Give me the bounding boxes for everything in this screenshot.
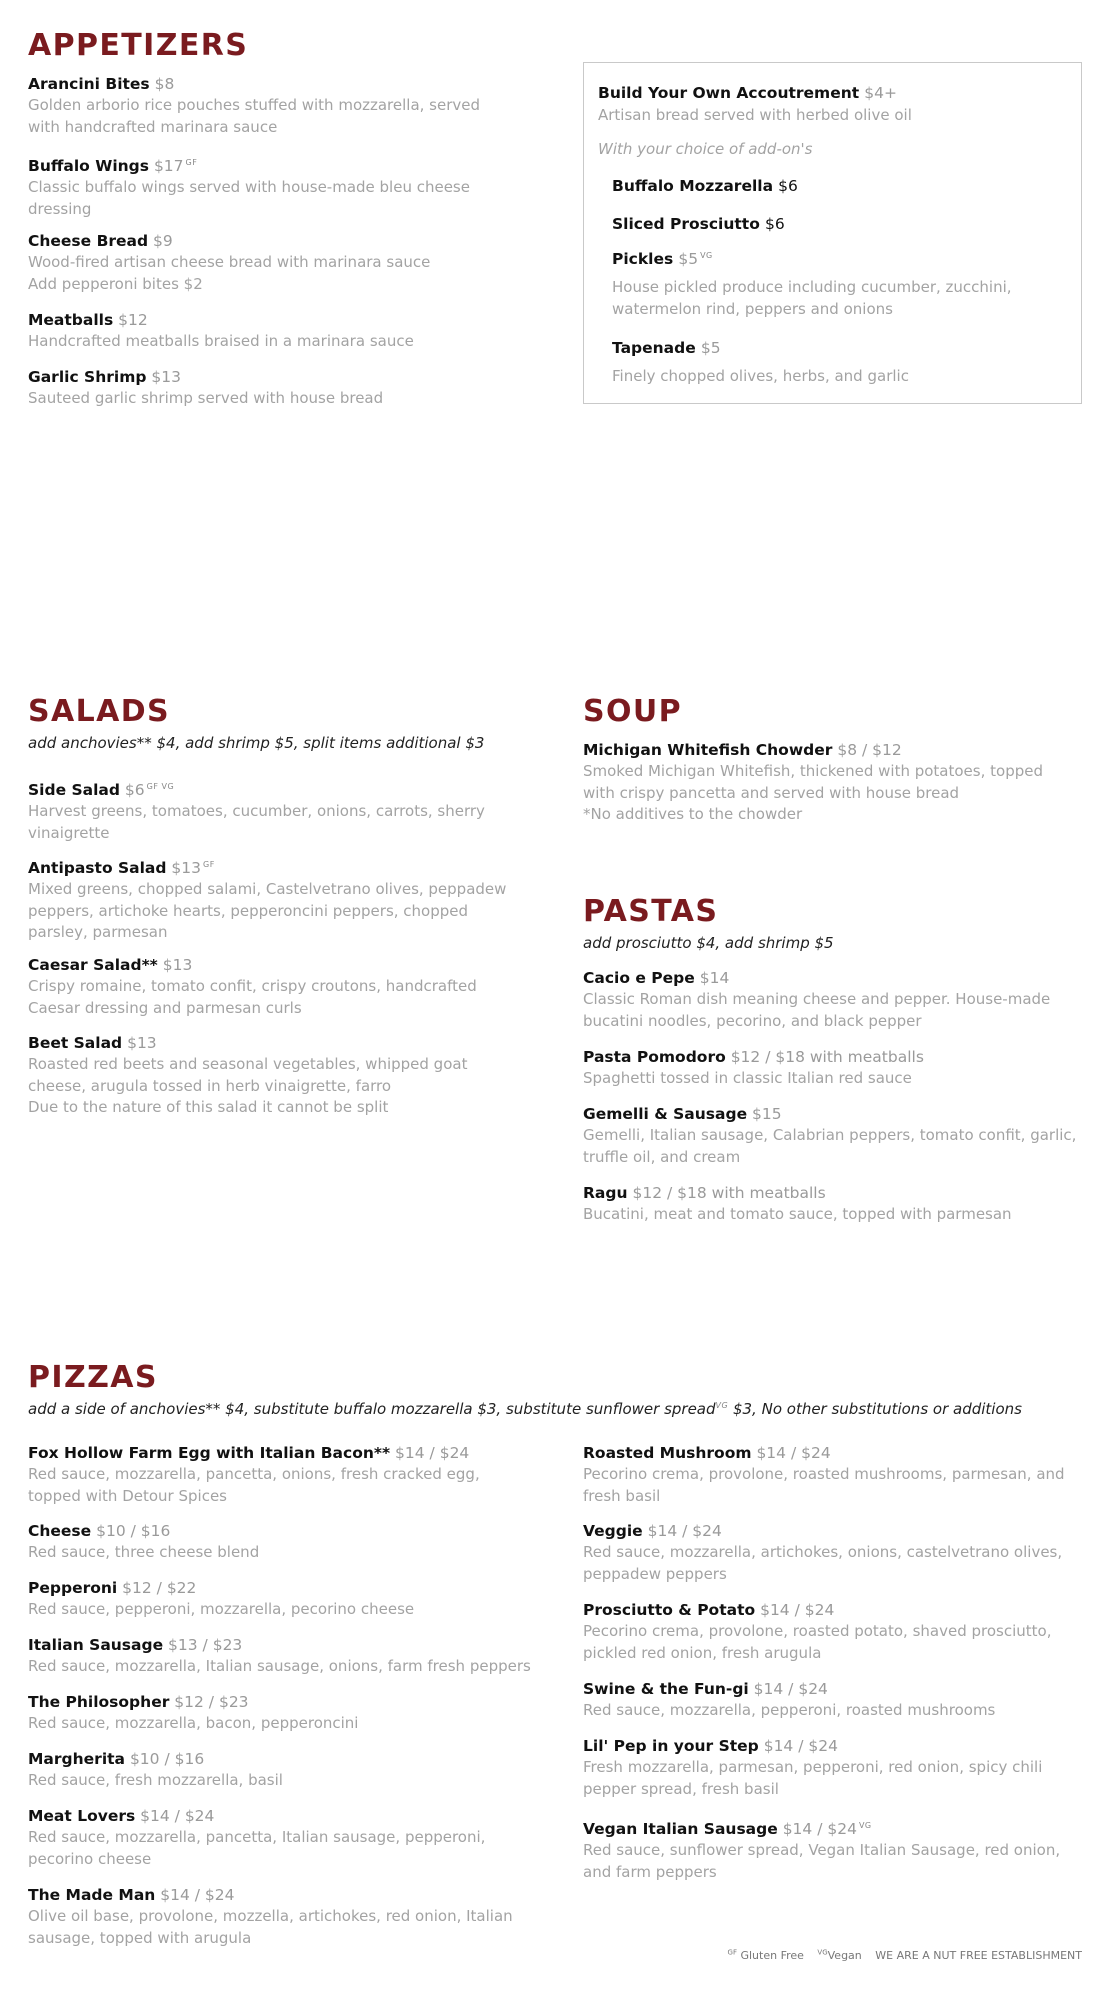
menu-item-desc-line: with handcrafted marinara sauce xyxy=(28,117,278,136)
menu-item-price: $8 xyxy=(154,75,175,93)
menu-item xyxy=(583,1183,1103,1226)
menu-item-header xyxy=(28,1521,548,1542)
menu-item-name: Cheese xyxy=(28,1522,92,1540)
menu-item xyxy=(583,1104,1103,1168)
menu-item xyxy=(28,367,548,410)
menu-item-desc-line: Red sauce, mozzarella, pepperoni, roasted mushrooms xyxy=(583,1701,996,1719)
menu-item-desc-line: Spaghetti tossed in classic Italian red sauce xyxy=(583,1069,912,1087)
menu-item-name: Veggie xyxy=(583,1522,643,1540)
menu-item-desc-line: Red sauce, mozzarella, pancetta, Italian sausage, pepperoni, xyxy=(28,1828,486,1846)
menu-item-price: $14 / $24 xyxy=(395,1444,470,1462)
menu-item-name: Pepperoni xyxy=(28,1579,118,1597)
menu-item-price: $12 / $22 xyxy=(122,1579,197,1597)
section-title-soup: SOUP xyxy=(583,694,683,729)
vegan-tag: VG xyxy=(700,250,713,260)
menu-item-header xyxy=(28,955,548,976)
menu-item xyxy=(28,310,548,353)
menu-item-header xyxy=(583,1521,1103,1542)
menu-item-header xyxy=(583,968,1103,989)
vegan-legend xyxy=(817,1949,861,1962)
menu-item-name: Buffalo Wings xyxy=(28,157,149,176)
menu-item-name: Lil' Pep in your Step xyxy=(583,1737,759,1755)
menu-item xyxy=(28,1521,548,1564)
menu-item-desc-line: bucatini noodles, pecorino, and black pepper xyxy=(583,1011,922,1030)
menu-item xyxy=(28,1749,548,1792)
menu-item-header xyxy=(28,74,548,95)
accoutrement-box xyxy=(583,62,1082,404)
menu-item-name: The Made Man xyxy=(28,1886,156,1904)
accoutrement-choice: With your choice of add-on's xyxy=(598,140,813,158)
menu-item xyxy=(28,776,548,844)
menu-item xyxy=(583,1815,1103,1883)
menu-item-price: $13 xyxy=(162,956,193,974)
menu-item-price: $15 xyxy=(752,1105,782,1123)
vg-label: Vegan xyxy=(827,1948,862,1962)
menu-item-price: $13 xyxy=(151,368,181,386)
menu-item-price: $14 / $24 xyxy=(782,1820,857,1839)
menu-item xyxy=(583,1679,1103,1722)
menu-item-desc-line: Bucatini, meat and tomato sauce, topped with parmesan xyxy=(583,1205,1012,1223)
menu-item-desc-line: Red sauce, mozzarella, Italian sausage, onions, farm fresh peppers xyxy=(28,1657,531,1675)
menu-item-desc-line: Olive oil base, provolone, mozzella, artichokes, red onion, Italian xyxy=(28,1907,513,1925)
menu-item-desc-line: Pecorino crema, provolone, roasted potato, shaved prosciutto, xyxy=(583,1622,1052,1640)
menu-item-header xyxy=(28,1885,548,1906)
menu-item xyxy=(28,1885,548,1949)
menu-item-header xyxy=(28,231,548,252)
menu-item-price: $12 / $18 with meatballs xyxy=(632,1184,826,1202)
menu-item-name: Vegan Italian Sausage xyxy=(583,1820,778,1839)
menu-item-desc-line: *No additives to the chowder xyxy=(583,805,803,823)
menu-item-name: Swine & the Fun-gi xyxy=(583,1680,749,1698)
addon-desc-line: House pickled produce including cucumber, zucchini, xyxy=(612,278,1012,296)
menu-item-desc-line: Sauteed garlic shrimp served with house bread xyxy=(28,389,384,407)
menu-item-header xyxy=(28,1749,548,1770)
pizzas-note xyxy=(28,1400,1022,1418)
menu-item xyxy=(28,1692,548,1735)
menu-item-name: Cacio e Pepe xyxy=(583,969,695,987)
menu-item-name: Margherita xyxy=(28,1750,125,1768)
menu-item-header xyxy=(583,1183,1103,1204)
accoutrement-desc: Artisan bread served with herbed olive oil xyxy=(598,106,912,124)
menu-item-desc-line: peppers, artichoke hearts, pepperoncini peppers, chopped xyxy=(28,901,469,920)
menu-item-desc-line: vinaigrette xyxy=(28,823,110,842)
menu-item-desc-line: Classic Roman dish meaning cheese and pepper. House-made xyxy=(583,990,1051,1008)
section-title-pastas: PASTAS xyxy=(583,894,719,929)
menu-item-desc-line: Roasted red beets and seasonal vegetables, whipped goat xyxy=(28,1055,468,1073)
menu-item-desc-line: Red sauce, pepperoni, mozzarella, pecorino cheese xyxy=(28,1600,415,1618)
menu-item xyxy=(28,1033,548,1119)
menu-item-name: Garlic Shrimp xyxy=(28,368,147,386)
menu-item-price: $12 / $23 xyxy=(174,1693,249,1711)
menu-item-header xyxy=(583,1815,1103,1840)
menu-item-price: $9 xyxy=(153,232,173,250)
menu-item-header xyxy=(28,367,548,388)
menu-item-name: Michigan Whitefish Chowder xyxy=(583,741,833,759)
addon-name: Buffalo Mozzarella xyxy=(612,177,774,195)
menu-item-price: $14 / $24 xyxy=(763,1737,838,1755)
menu-item-desc-line: Crispy romaine, tomato confit, crispy croutons, handcrafted xyxy=(28,977,477,995)
menu-item-name: Meat Lovers xyxy=(28,1807,136,1825)
dietary-tag: GF VG xyxy=(146,782,175,791)
menu-item-desc-line: Classic buffalo wings served with house-made bleu cheese xyxy=(28,178,470,197)
menu-item xyxy=(28,1443,548,1507)
menu-item-price: $17 xyxy=(153,157,184,176)
menu-item-desc-line: Handcrafted meatballs braised in a marinara sauce xyxy=(28,332,414,350)
menu-item-desc-line: pecorino cheese xyxy=(28,1849,152,1868)
addon-name: Pickles xyxy=(612,250,674,268)
menu-item-header xyxy=(583,1104,1103,1125)
menu-item-desc-line: Mixed greens, chopped salami, Castelvetrano olives, peppadew xyxy=(28,880,507,899)
menu-item-desc-line: fresh basil xyxy=(583,1486,661,1505)
menu-item-header xyxy=(28,854,548,879)
menu-item-price: $12 / $18 with meatballs xyxy=(730,1048,924,1066)
addon-price: $5 xyxy=(678,250,699,268)
dietary-tag: GF xyxy=(185,158,198,167)
menu-item-header xyxy=(28,1578,548,1599)
menu-item-desc-line: sausage, topped with arugula xyxy=(28,1928,252,1947)
menu-item-price: $13 xyxy=(127,1034,157,1052)
addon-price: $6 xyxy=(764,215,785,233)
menu-item xyxy=(28,152,548,220)
menu-item xyxy=(28,1806,548,1870)
menu-item-header xyxy=(28,1635,548,1656)
pizzas-note-part: $3, No other substitutions or additions xyxy=(728,1400,1022,1418)
menu-item-name: Pasta Pomodoro xyxy=(583,1048,726,1066)
menu-item-price: $10 / $16 xyxy=(129,1750,205,1768)
menu-item-desc-line: topped with Detour Spices xyxy=(28,1486,227,1505)
salads-note: add anchovies** $4, add shrimp $5, split items additional $3 xyxy=(28,734,485,752)
menu-item-name: Roasted Mushroom xyxy=(583,1444,752,1462)
pizzas-note-part: add a side of anchovies** $4, substitute buffalo mozzarella $3, substitute sunflower spread xyxy=(28,1400,716,1418)
gf-tag: GF xyxy=(727,1948,737,1956)
menu-item-desc-line: truffle oil, and cream xyxy=(583,1147,741,1166)
menu-item xyxy=(583,1736,1103,1800)
menu-item xyxy=(583,1443,1103,1507)
menu-item-desc-line: and farm peppers xyxy=(583,1862,717,1881)
menu-item-name: Side Salad xyxy=(28,781,120,800)
menu-item-price: $14 / $24 xyxy=(160,1886,235,1904)
menu-item-desc-line: Red sauce, fresh mozzarella, basil xyxy=(28,1771,283,1789)
menu-item-desc-line: with crispy pancetta and served with house bread xyxy=(583,783,960,802)
menu-item xyxy=(28,74,548,138)
menu-item xyxy=(583,1521,1103,1585)
addon-desc-line: watermelon rind, peppers and onions xyxy=(612,299,893,318)
menu-item-header xyxy=(583,1047,1103,1068)
menu-item-desc-line: Gemelli, Italian sausage, Calabrian peppers, tomato confit, garlic, xyxy=(583,1126,1077,1144)
menu-item xyxy=(583,968,1103,1032)
menu-item-header xyxy=(28,310,548,331)
gf-label: Gluten Free xyxy=(740,1948,804,1962)
menu-item-desc-line: parsley, parmesan xyxy=(28,923,168,942)
menu-item-price: $14 / $24 xyxy=(753,1680,828,1698)
menu-item-price: $6 xyxy=(124,781,145,800)
menu-item-price: $14 / $24 xyxy=(647,1522,722,1540)
addon-price: $6 xyxy=(778,177,798,195)
menu-item-desc-line: Wood-fired artisan cheese bread with marinara sauce xyxy=(28,253,431,271)
menu-item-price: $14 / $24 xyxy=(140,1807,215,1825)
menu-item-header xyxy=(583,740,1103,761)
section-title-pizzas: PIZZAS xyxy=(28,1360,158,1395)
menu-item-desc-line: Red sauce, sunflower spread, Vegan Italian Sausage, red onion, xyxy=(583,1841,1061,1860)
menu-item-header xyxy=(28,1692,548,1713)
menu-item-desc-line: pickled red onion, fresh arugula xyxy=(583,1643,822,1662)
menu-item-name: Prosciutto & Potato xyxy=(583,1601,756,1619)
menu-item-name: Caesar Salad** xyxy=(28,956,158,974)
menu-item-price: $14 xyxy=(699,969,730,987)
menu-item-name: Meatballs xyxy=(28,311,114,329)
menu-item-header xyxy=(28,1033,548,1054)
vg-tag: VG xyxy=(817,1948,828,1956)
menu-item-desc-line: pepper spread, fresh basil xyxy=(583,1779,779,1798)
menu-item-price: $14 / $24 xyxy=(756,1444,831,1462)
menu-item-price: $12 xyxy=(118,311,148,329)
menu-item-header xyxy=(28,776,548,801)
menu-item-desc-line: Fresh mozzarella, parmesan, pepperoni, red onion, spicy chili xyxy=(583,1758,1043,1776)
addon-name: Sliced Prosciutto xyxy=(612,215,760,233)
menu-item-price: $13 / $23 xyxy=(168,1636,243,1654)
menu-item xyxy=(28,854,548,944)
dietary-tag: GF xyxy=(203,860,215,869)
menu-item-name: Arancini Bites xyxy=(28,75,150,93)
menu-item-desc-line: Red sauce, mozzarella, artichokes, onions, castelvetrano olives, xyxy=(583,1543,1063,1561)
menu-item-name: The Philosopher xyxy=(28,1693,170,1711)
menu-item-header xyxy=(28,152,548,177)
accoutrement-price: $4+ xyxy=(864,84,897,102)
addon-price: $5 xyxy=(700,339,721,357)
menu-item-desc-line: Smoked Michigan Whitefish, thickened with potatoes, topped xyxy=(583,762,1043,780)
menu-item-desc-line: Add pepperoni bites $2 xyxy=(28,274,203,293)
menu-item-name: Cheese Bread xyxy=(28,232,149,250)
menu-item xyxy=(583,1600,1103,1664)
menu-item-name: Italian Sausage xyxy=(28,1636,164,1654)
menu-item-header xyxy=(583,1600,1103,1621)
menu-item-desc-line: Red sauce, three cheese blend xyxy=(28,1543,260,1561)
menu-item xyxy=(583,740,1103,826)
menu-item xyxy=(28,231,548,295)
menu-item-price: $13 xyxy=(171,859,202,878)
gluten-free-legend xyxy=(728,1949,804,1962)
pastas-note: add prosciutto $4, add shrimp $5 xyxy=(583,934,834,952)
menu-item-price: $8 / $12 xyxy=(837,741,902,759)
menu-item-header xyxy=(28,1443,548,1464)
addon-desc-line: Finely chopped olives, herbs, and garlic xyxy=(612,367,909,385)
menu-item xyxy=(28,1635,548,1678)
accoutrement-name: Build Your Own Accoutrement xyxy=(598,84,860,102)
menu-item-desc-line: Pecorino crema, provolone, roasted mushrooms, parmesan, and xyxy=(583,1465,1065,1483)
menu-item-name: Gemelli & Sausage xyxy=(583,1105,748,1123)
menu-item-desc-line: dressing xyxy=(28,199,92,218)
menu-item-desc-line: Harvest greens, tomatoes, cucumber, onions, carrots, sherry xyxy=(28,802,485,821)
dietary-tag: VG xyxy=(858,1821,872,1830)
menu-item-price: $14 / $24 xyxy=(760,1601,835,1619)
section-title-salads: SALADS xyxy=(28,694,171,729)
menu-item-desc-line: cheese, arugula tossed in herb vinaigrette, farro xyxy=(28,1076,392,1095)
menu-item-name: Antipasto Salad xyxy=(28,859,167,878)
menu-item-name: Fox Hollow Farm Egg with Italian Bacon** xyxy=(28,1444,391,1462)
menu-item xyxy=(28,955,548,1019)
vegan-tag: VG xyxy=(715,1401,729,1410)
menu-item-name: Ragu xyxy=(583,1184,628,1202)
menu-item xyxy=(28,1578,548,1621)
menu-item-desc-line: peppadew peppers xyxy=(583,1564,727,1583)
menu-item-desc-line: Caesar dressing and parmesan curls xyxy=(28,998,302,1017)
menu-item-header xyxy=(583,1443,1103,1464)
footer-legend xyxy=(718,1948,1082,1962)
menu-item-desc-line: Golden arborio rice pouches stuffed with mozzarella, served xyxy=(28,96,481,114)
menu-item-name: Beet Salad xyxy=(28,1034,123,1052)
menu-item-desc-line: Due to the nature of this salad it cannot be split xyxy=(28,1098,389,1116)
menu-item-desc-line: Red sauce, mozzarella, bacon, pepperoncini xyxy=(28,1714,359,1732)
section-title-appetizers: APPETIZERS xyxy=(28,28,249,63)
menu-item-price: $10 / $16 xyxy=(96,1522,171,1540)
menu-item xyxy=(583,1047,1103,1090)
menu-item-header xyxy=(583,1736,1103,1757)
menu-item-header xyxy=(583,1679,1103,1700)
menu-item-header xyxy=(28,1806,548,1827)
addon-name: Tapenade xyxy=(612,339,696,357)
menu-item-desc-line: Red sauce, mozzarella, pancetta, onions, fresh cracked egg, xyxy=(28,1465,480,1483)
nut-free-notice: WE ARE A NUT FREE ESTABLISHMENT xyxy=(875,1948,1082,1962)
